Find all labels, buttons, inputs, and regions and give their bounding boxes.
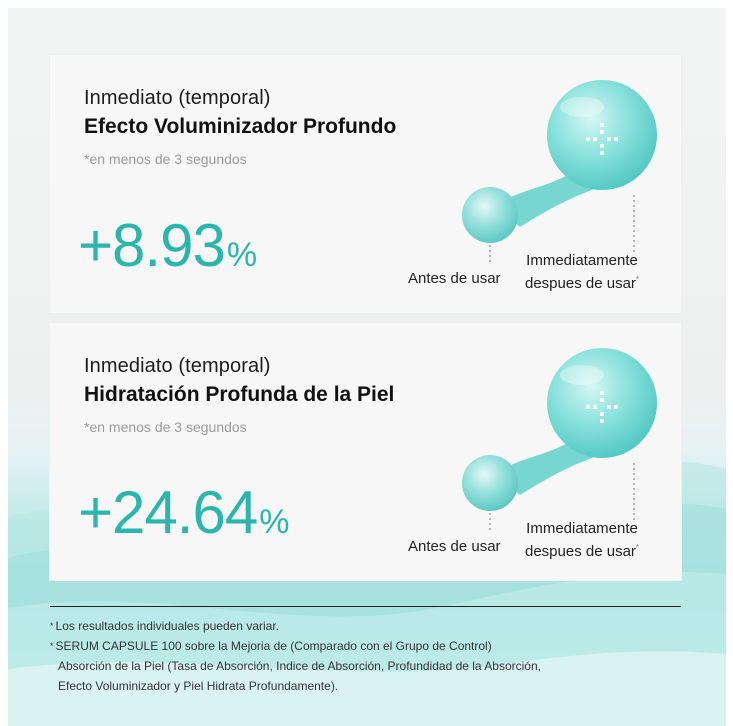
stat-value xyxy=(78,478,288,547)
stat-number: +8.93 xyxy=(78,212,225,279)
capsule-after-icon xyxy=(547,80,657,190)
label-after-line1: Immediatamente xyxy=(526,252,638,269)
footnote-line xyxy=(50,616,690,636)
label-after-line2-wrap xyxy=(525,270,639,293)
capsule-after-icon xyxy=(547,348,657,458)
card-title: Efecto Voluminizador Profundo xyxy=(84,115,397,138)
footnote-line: Efecto Voluminizador y Piel Hidrata Profundamente). xyxy=(58,679,339,693)
label-before: Antes de usar xyxy=(408,270,501,287)
capsule-before-icon xyxy=(462,455,518,511)
label-after-mark: * xyxy=(635,543,640,552)
result-card-hydration xyxy=(50,323,681,580)
serum-capsule-molecule-icon xyxy=(432,345,672,535)
footnote-line: Absorción de la Piel (Tasa de Absorción, Indice de Absorción, Profundidad de la Absorción, xyxy=(58,659,541,673)
frame-right xyxy=(726,0,733,726)
card-note: *en menos de 3 segundos xyxy=(84,419,247,435)
footnote-line xyxy=(50,636,690,656)
footnote-text: SERUM CAPSULE 100 sobre la Mejoria de (Comparado con el Grupo de Control) xyxy=(55,639,492,653)
frame-left xyxy=(0,0,8,726)
stat-number: +24.64 xyxy=(78,479,258,546)
label-after-mark: * xyxy=(635,275,640,284)
footnote-mark: * xyxy=(50,621,54,631)
stat-unit: % xyxy=(259,503,289,541)
stat-value xyxy=(78,211,256,280)
result-card-volume xyxy=(50,55,681,313)
label-after xyxy=(525,251,639,293)
stat-unit: % xyxy=(226,236,257,274)
serum-capsule-molecule-icon xyxy=(432,77,672,267)
capsule-before-icon xyxy=(462,187,518,243)
label-after-line2: despues de usar xyxy=(525,543,636,560)
card-title: Hidratación Profunda de la Piel xyxy=(84,383,395,406)
card-kicker: Inmediato (temporal) xyxy=(84,87,271,109)
label-after-line1: Immediatamente xyxy=(526,520,638,537)
footnote-text: Los resultados individuales pueden variar. xyxy=(55,619,279,633)
footnote-mark: * xyxy=(50,641,54,651)
frame-top xyxy=(0,0,733,8)
label-after xyxy=(525,519,639,561)
card-kicker: Inmediato (temporal) xyxy=(84,355,271,377)
label-before: Antes de usar xyxy=(408,538,501,555)
label-after-line2: despues de usar xyxy=(525,275,636,292)
card-note: *en menos de 3 segundos xyxy=(84,151,247,167)
footnote-divider xyxy=(50,606,681,607)
label-after-line2-wrap xyxy=(525,538,639,561)
footnotes xyxy=(50,616,690,696)
